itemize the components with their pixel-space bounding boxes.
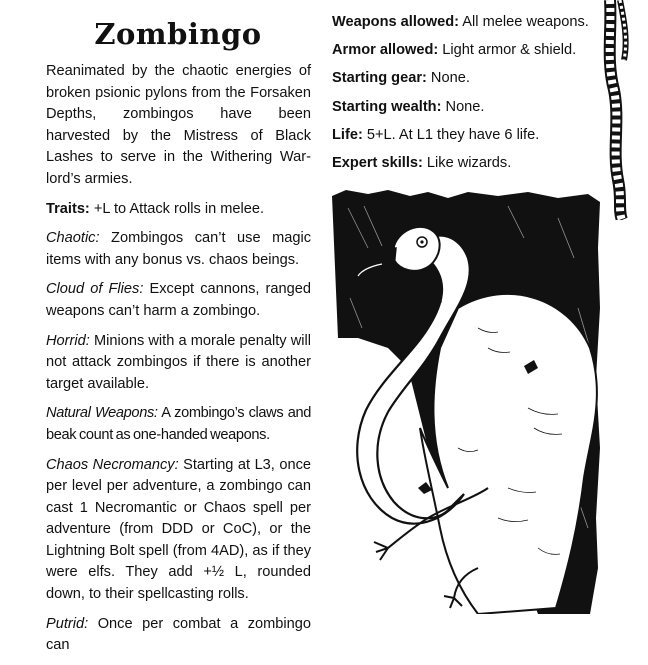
stat-value: Light armor & shield. (438, 42, 577, 59)
checkered-chain-ornament (598, 0, 638, 220)
description-column (46, 61, 311, 665)
page-title: Zombingo (94, 17, 262, 51)
ability-text: Once per combat a zombingo can (46, 615, 311, 654)
stat-armor-allowed (332, 40, 602, 62)
ability-name: Putrid: (46, 615, 89, 632)
stat-life (332, 125, 602, 147)
ability-name: Chaotic: (46, 230, 100, 247)
ability-horrid (46, 331, 311, 396)
ability-name: Cloud of Flies: (46, 281, 144, 298)
stat-value: None. (441, 98, 485, 115)
ability-text: Except cannons, ranged weapons can’t harm a zombingo. (46, 281, 312, 319)
traits-text: +L to Attack rolls in melee. (89, 200, 265, 217)
ability-cloud-of-flies (46, 279, 311, 322)
stat-weapons-allowed (332, 12, 602, 34)
ability-name: Natural Weapons: (46, 405, 158, 422)
ability-chaotic (46, 228, 311, 271)
stat-label: Life: (332, 126, 363, 143)
ability-text: A zombingo’s claws and beak count as one-handed weapons. (46, 405, 311, 443)
ability-natural-weapons (46, 403, 311, 446)
ability-text: Starting at L3, once per level per adventure, a zombingo can cast 1 Necromantic or Chaos spell per adventure (from DDD or CoC), or the Lightning Bolt spell (from 4AD), as if they were elfs. They add +½ L, rounded down, to their spellcasting rolls. (46, 456, 311, 603)
stat-value: None. (426, 70, 470, 87)
stat-starting-gear (332, 68, 602, 90)
stats-column (332, 12, 602, 181)
stat-starting-wealth (332, 97, 602, 119)
ability-text: Zombingos can’t use magic items with any bonus vs. chaos beings. (46, 230, 311, 268)
ability-name: Chaos Necromancy: (46, 456, 179, 473)
ability-putrid (46, 614, 311, 657)
stat-label: Armor allowed: (332, 42, 439, 59)
stat-label: Starting gear: (332, 70, 427, 87)
traits-label: Traits: (46, 200, 90, 217)
traits-paragraph (46, 199, 311, 221)
stat-label: Weapons allowed: (332, 14, 460, 30)
ability-chaos-necromancy (46, 455, 311, 606)
stat-value: Like wizards. (422, 154, 512, 171)
intro-paragraph: Reanimated by the chaotic energies of broken psionic pylons from the Forsaken Depths, zombingos have been harvested by the Mistress of Black Lashes to serve in the Withering Warlord’s armies. (46, 63, 311, 187)
stat-value: 5+L. At L1 they have 6 life. (362, 126, 540, 143)
ability-text: Minions with a morale penalty will not attack zombingos if there is another target available. (46, 332, 311, 392)
ability-name: Horrid: (46, 332, 90, 349)
stat-label: Expert skills: (332, 154, 423, 171)
stat-value: All melee weapons. (459, 14, 589, 30)
stat-expert-skills (332, 153, 602, 175)
zombie-flamingo-illustration (328, 188, 606, 614)
stat-label: Starting wealth: (332, 98, 442, 115)
